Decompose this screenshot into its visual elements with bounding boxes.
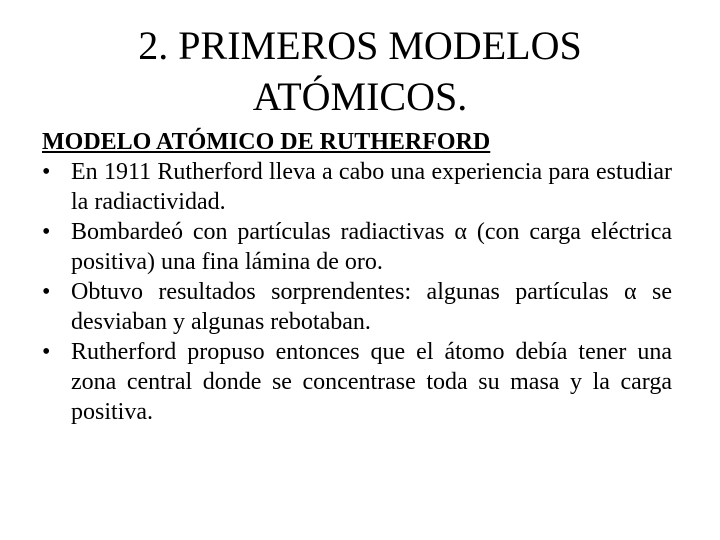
bullet-item xyxy=(42,337,672,427)
bullet-marker: • xyxy=(42,279,51,305)
bullet-marker: • xyxy=(42,159,51,185)
bullet-list xyxy=(42,157,672,427)
bullet-item xyxy=(42,217,672,277)
bullet-item xyxy=(42,157,672,217)
bullet-marker: • xyxy=(42,219,51,245)
bullet-item xyxy=(42,277,672,337)
bullet-text: Obtuvo resultados sorprendentes: algunas partículas α se desviaban y algunas rebotaban. xyxy=(71,279,672,335)
slide-title-line-1: 2. PRIMEROS MODELOS xyxy=(138,23,582,68)
slide-title xyxy=(40,20,680,122)
bullet-text: Bombardeó con partículas radiactivas α (con carga eléctrica positiva) una fina lámina de oro. xyxy=(71,219,672,275)
slide-title-line-2: ATÓMICOS. xyxy=(252,74,468,119)
section-heading: MODELO ATÓMICO DE RUTHERFORD xyxy=(42,129,491,155)
bullet-marker: • xyxy=(42,339,51,365)
bullet-text: En 1911 Rutherford lleva a cabo una experiencia para estudiar la radiactividad. xyxy=(71,159,672,215)
bullet-text: Rutherford propuso entonces que el átomo debía tener una zona central donde se concentrase toda su masa y la carga positiva. xyxy=(71,339,672,425)
slide-body xyxy=(42,127,672,427)
